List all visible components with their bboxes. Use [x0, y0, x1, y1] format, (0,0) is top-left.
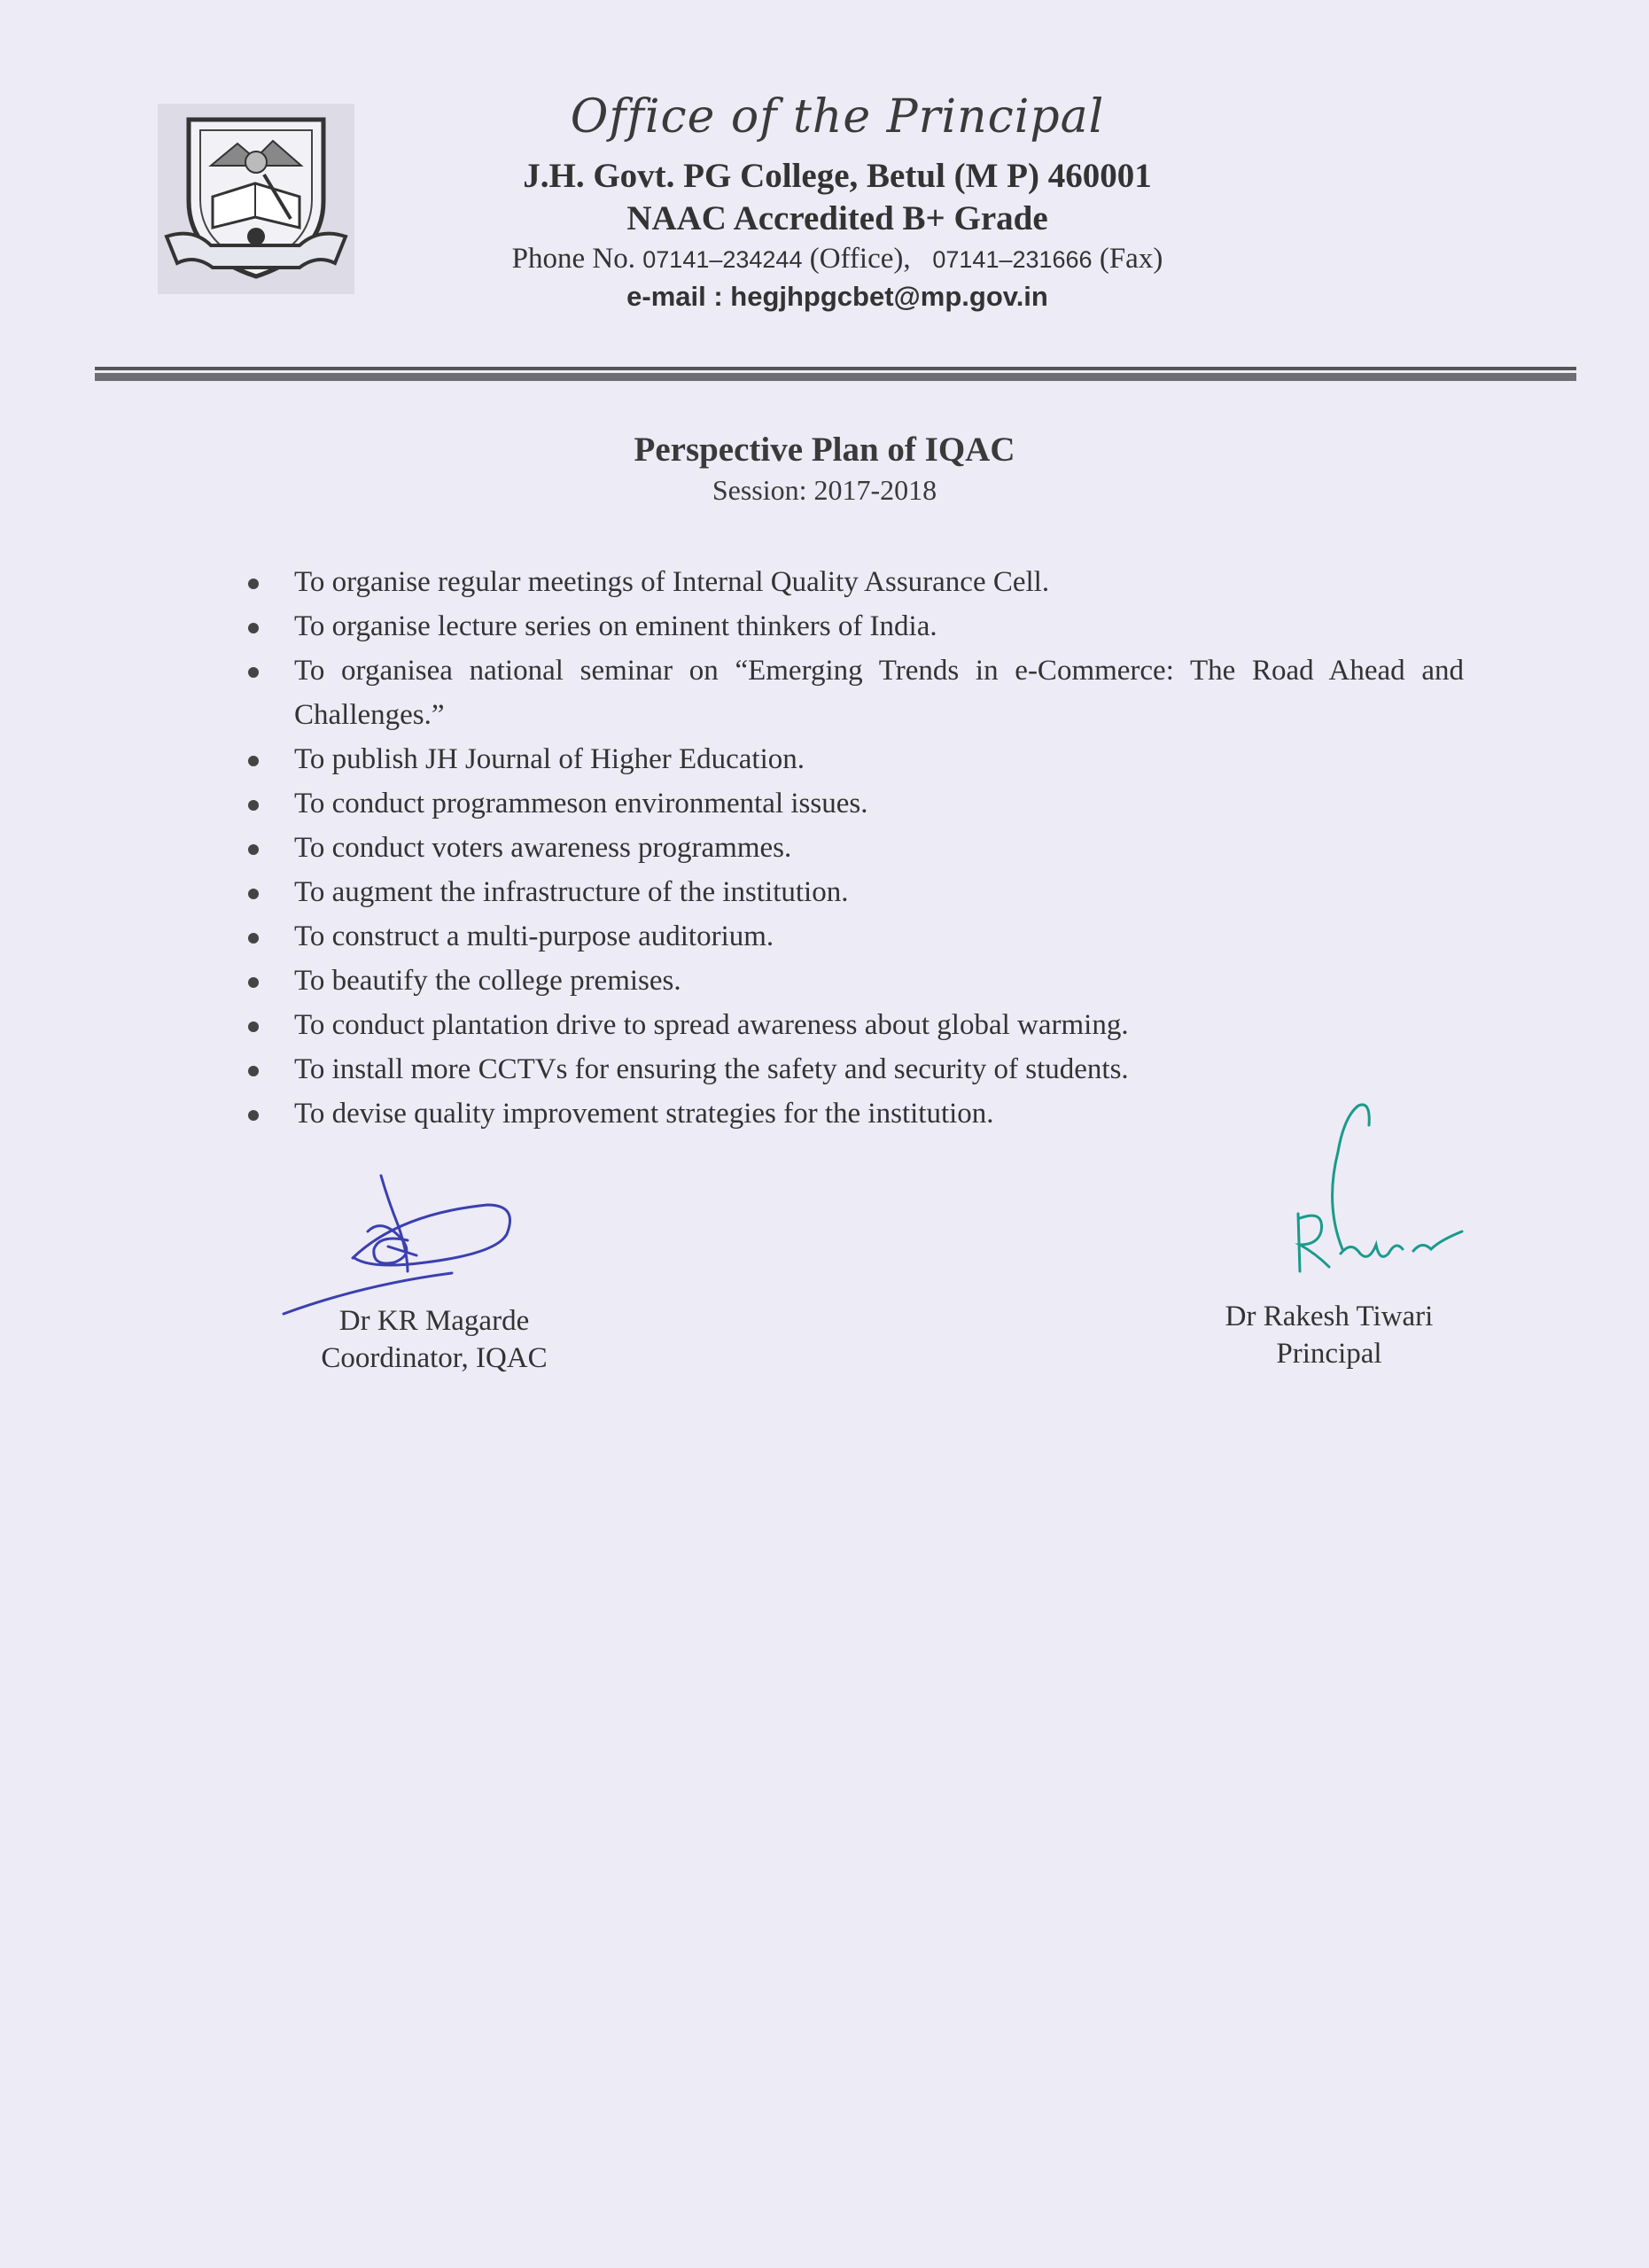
- header-divider: [95, 367, 1576, 370]
- principal-role: Principal: [1276, 1338, 1382, 1370]
- list-item: To conduct plantation drive to spread awareness about global warming.: [241, 1003, 1464, 1047]
- list-item: To install more CCTVs for ensuring the safety and security of students.: [241, 1047, 1464, 1091]
- list-item: To organise lecture series on eminent thinkers of India.: [241, 604, 1464, 649]
- coordinator-role: Coordinator, IQAC: [321, 1342, 548, 1374]
- phone-fax-number: 07141–231666: [932, 246, 1093, 273]
- plan-list: [241, 560, 1464, 1136]
- list-item: To augment the infrastructure of the institution.: [241, 870, 1464, 914]
- phone-office-label: (Office),: [809, 243, 911, 275]
- email-line: e-mail : hegjhpgcbet@mp.gov.in: [626, 281, 1048, 312]
- phone-label: Phone No.: [511, 243, 636, 275]
- principal-signature: [1289, 1099, 1466, 1285]
- list-item: To publish JH Journal of Higher Education.: [241, 737, 1464, 781]
- list-item: To conduct voters awareness programmes.: [241, 826, 1464, 870]
- list-item: To beautify the college premises.: [241, 959, 1464, 1003]
- college-emblem-icon: [158, 104, 354, 294]
- coordinator-name: Dr KR Magarde: [338, 1305, 530, 1337]
- principal-signature-block: [1187, 1298, 1471, 1372]
- session-line: Session: 2017-2018: [712, 474, 937, 506]
- list-item: To construct a multi-purpose auditorium.: [241, 914, 1464, 959]
- college-name: J.H. Govt. PG College, Betul (M P) 460001: [523, 157, 1152, 195]
- accreditation-line: NAAC Accredited B+ Grade: [626, 199, 1048, 237]
- list-item: To devise quality improvement strategies for the institution.: [241, 1091, 1464, 1136]
- phone-fax-label: (Fax): [1099, 243, 1163, 275]
- phone-line: [416, 243, 1258, 276]
- coordinator-signature: [275, 1165, 523, 1316]
- list-item: To organise regular meetings of Internal Quality Assurance Cell.: [241, 560, 1464, 604]
- list-item: To organisea national seminar on “Emerging Trends in e-Commerce: The Road Ahead and Challenges.”: [241, 649, 1464, 737]
- office-heading: Office of the Principal: [570, 90, 1105, 144]
- header-divider-thick: [95, 373, 1576, 381]
- document-title: Perspective Plan of IQAC: [634, 431, 1015, 469]
- phone-office-number: 07141–234244: [642, 246, 803, 273]
- list-item: To conduct programmeson environmental issues.: [241, 781, 1464, 826]
- coordinator-signature-block: [292, 1302, 576, 1377]
- principal-name: Dr Rakesh Tiwari: [1225, 1301, 1434, 1332]
